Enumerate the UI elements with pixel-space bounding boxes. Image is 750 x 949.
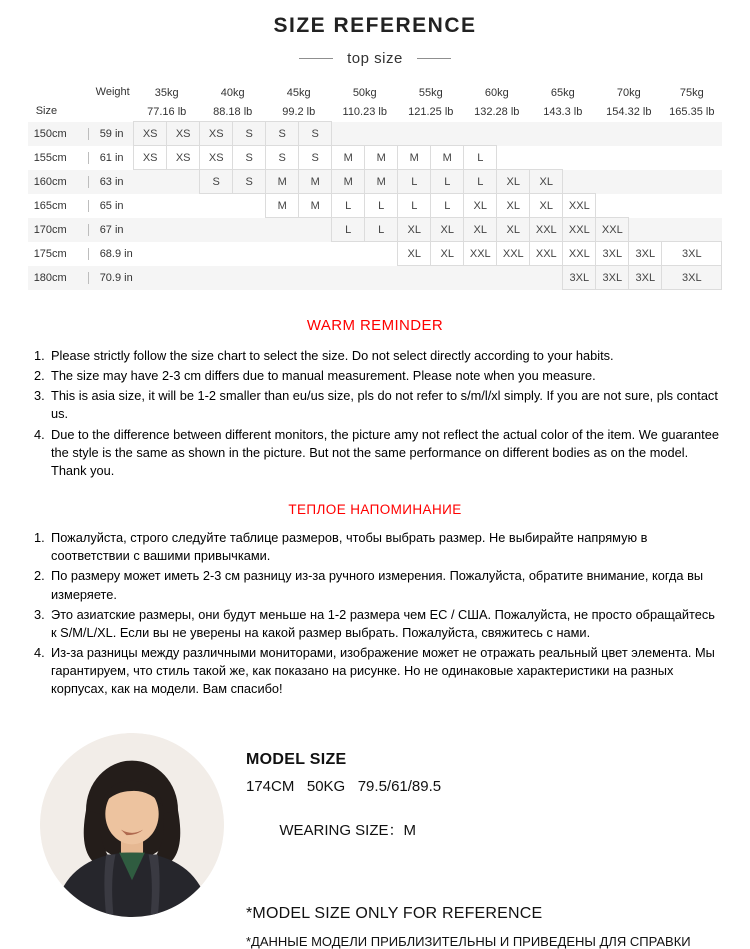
size-value-cell: L xyxy=(332,194,365,218)
size-value-cell: XS xyxy=(167,122,200,146)
size-value-cell: XXL xyxy=(563,194,596,218)
size-value-cell xyxy=(530,122,563,146)
size-value-cell xyxy=(629,146,662,170)
reminder-item: 1. Пожалуйста, строго следуйте таблице размеров, чтобы выбрать размер. Не выбирайте напрямую в соответствии с вашими привычками. xyxy=(34,530,648,564)
reminder-item-number: 4. xyxy=(34,645,45,661)
size-value-cell xyxy=(200,266,233,290)
size-value-cell: L xyxy=(464,170,497,194)
reminder-item: 2. По размеру может иметь 2-3 см разницу из-за ручного измерения. Пожалуйста, обратите внимание, когда вы измеряете. xyxy=(34,568,704,602)
size-value-cell xyxy=(662,194,722,218)
size-value-cell: M xyxy=(332,170,365,194)
russian-reminder-list xyxy=(34,529,724,698)
size-value-cell: XL xyxy=(464,194,497,218)
size-value-cell xyxy=(629,170,662,194)
size-value-cell: S xyxy=(200,170,233,194)
size-value-cell: XS xyxy=(167,146,200,170)
height-cm: 150cm xyxy=(33,127,67,140)
weight-lb-header: 110.23 lb xyxy=(342,105,387,118)
height-cm: 155cm xyxy=(33,151,67,164)
warm-reminder-title: WARM REMINDER xyxy=(306,317,444,334)
weight-lb-header: 99.2 lb xyxy=(282,105,316,118)
size-value-cell xyxy=(431,266,464,290)
height-cm: 165cm xyxy=(33,199,67,212)
size-value-cell xyxy=(266,266,299,290)
height-divider xyxy=(88,128,89,140)
height-cm: 170cm xyxy=(33,223,67,236)
size-value-cell: XXL xyxy=(530,242,563,266)
height-cell xyxy=(28,266,134,290)
page-title: SIZE REFERENCE xyxy=(273,14,477,37)
wearing-size-label: WEARING SIZE： xyxy=(279,821,404,839)
size-value-cell: XXL xyxy=(596,218,629,242)
size-value-cell: S xyxy=(299,146,332,170)
size-value-cell: L xyxy=(431,194,464,218)
size-value-cell: XL xyxy=(530,194,563,218)
size-row xyxy=(28,122,722,146)
height-in: 67 in xyxy=(99,223,124,236)
model-photo xyxy=(40,733,224,917)
size-value-cell: L xyxy=(398,194,431,218)
size-value-cell: XXL xyxy=(464,242,497,266)
size-value-cell xyxy=(266,242,299,266)
weight-label: Weight xyxy=(95,86,130,99)
model-size-heading: MODEL SIZE xyxy=(246,750,347,768)
size-value-cell xyxy=(134,266,167,290)
size-value-cell xyxy=(596,194,629,218)
subtitle-text: top size xyxy=(347,50,403,67)
height-divider xyxy=(88,224,89,236)
size-row xyxy=(28,146,722,170)
size-value-cell: XL xyxy=(398,218,431,242)
size-value-cell: M xyxy=(332,146,365,170)
size-value-cell xyxy=(167,194,200,218)
weight-lb-header: 132.28 lb xyxy=(474,105,520,118)
size-value-cell xyxy=(134,170,167,194)
size-row xyxy=(28,218,722,242)
weight-lb-header: 154.32 lb xyxy=(606,105,652,118)
size-value-cell xyxy=(629,122,662,146)
height-cell xyxy=(28,170,134,194)
size-value-cell: XXL xyxy=(530,218,563,242)
size-value-cell xyxy=(200,218,233,242)
weight-kg-header: 70kg xyxy=(616,86,641,99)
weight-lb-header: 77.16 lb xyxy=(147,105,187,118)
weight-kg-header: 75kg xyxy=(679,86,704,99)
size-value-cell xyxy=(629,218,662,242)
size-value-cell xyxy=(332,242,365,266)
size-value-cell xyxy=(563,122,596,146)
size-value-cell xyxy=(563,170,596,194)
size-value-cell xyxy=(167,242,200,266)
size-row xyxy=(28,242,722,266)
size-value-cell xyxy=(464,266,497,290)
size-value-cell xyxy=(233,218,266,242)
size-value-cell xyxy=(365,266,398,290)
height-divider xyxy=(88,152,89,164)
size-value-cell xyxy=(497,122,530,146)
height-in: 59 in xyxy=(99,127,124,140)
reminder-item-number: 3. xyxy=(34,606,45,622)
height-in: 63 in xyxy=(99,175,124,188)
height-cm: 175cm xyxy=(33,247,67,260)
size-value-cell xyxy=(332,122,365,146)
size-value-cell: XL xyxy=(431,242,464,266)
model-portrait-illustration xyxy=(40,733,224,917)
size-value-cell: S xyxy=(233,146,266,170)
warm-reminder-list xyxy=(34,347,724,480)
weight-header-row xyxy=(28,83,722,102)
height-divider xyxy=(88,176,89,188)
size-value-cell xyxy=(233,242,266,266)
size-value-cell xyxy=(662,218,722,242)
size-value-cell: 3XL xyxy=(596,242,629,266)
size-value-cell: M xyxy=(299,170,332,194)
size-value-cell: M xyxy=(365,170,398,194)
size-value-cell xyxy=(596,122,629,146)
height-cell xyxy=(28,146,134,170)
size-value-cell: 3XL xyxy=(629,266,662,290)
height-divider xyxy=(88,248,89,260)
size-value-cell xyxy=(464,122,497,146)
size-value-cell: S xyxy=(233,170,266,194)
size-value-cell xyxy=(200,242,233,266)
size-value-cell: S xyxy=(299,122,332,146)
size-value-cell xyxy=(530,146,563,170)
size-value-cell xyxy=(530,266,563,290)
size-value-cell: M xyxy=(266,194,299,218)
size-value-cell: XL xyxy=(431,218,464,242)
size-value-cell xyxy=(299,266,332,290)
size-value-cell xyxy=(200,194,233,218)
weight-kg-header: 55kg xyxy=(418,86,443,99)
size-value-cell: 3XL xyxy=(629,242,662,266)
size-value-cell: S xyxy=(233,122,266,146)
size-value-cell: XL xyxy=(398,242,431,266)
size-value-cell: L xyxy=(431,170,464,194)
footnote-en: *MODEL SIZE ONLY FOR REFERENCE xyxy=(246,904,543,922)
size-value-cell: M xyxy=(266,170,299,194)
size-value-cell xyxy=(233,266,266,290)
size-value-cell: XL xyxy=(497,218,530,242)
size-value-cell xyxy=(233,194,266,218)
weight-kg-header: 50kg xyxy=(352,86,377,99)
size-value-cell: M xyxy=(398,146,431,170)
size-value-cell xyxy=(365,242,398,266)
reminder-item-number: 2. xyxy=(34,568,45,584)
size-value-cell: XL xyxy=(497,170,530,194)
height-cell xyxy=(28,218,134,242)
weight-kg-header: 60kg xyxy=(484,86,509,99)
size-label: Size xyxy=(35,105,58,118)
weight-lb-header: 143.3 lb xyxy=(543,105,583,118)
subtitle xyxy=(0,50,750,67)
size-value-cell xyxy=(266,218,299,242)
height-divider xyxy=(88,272,89,284)
size-value-cell xyxy=(167,266,200,290)
subtitle-dash-right xyxy=(417,58,451,59)
reminder-item-number: 1. xyxy=(34,348,45,363)
reminder-item-number: 1. xyxy=(34,530,45,546)
height-in: 61 in xyxy=(99,151,124,164)
size-value-cell xyxy=(398,122,431,146)
size-value-cell xyxy=(497,146,530,170)
size-value-cell xyxy=(497,266,530,290)
weight-kg-header: 40kg xyxy=(220,86,245,99)
height-cell xyxy=(28,194,134,218)
wearing-size-value: M xyxy=(403,821,417,839)
reminder-item: 1. Please strictly follow the size chart to select the size. Do not select directly according to your habits. xyxy=(34,347,724,365)
size-value-cell xyxy=(662,170,722,194)
size-value-cell: XS xyxy=(134,122,167,146)
height-cm: 180cm xyxy=(33,271,67,284)
height-cell xyxy=(28,242,134,266)
reminder-item: 3. This is asia size, it will be 1-2 smaller than eu/us size, pls do not refer to s/m/l/xl simply. If you are not sure, pls contact us. xyxy=(34,388,718,422)
size-value-cell xyxy=(134,242,167,266)
table-corner-cell xyxy=(28,83,134,122)
size-value-cell: XXL xyxy=(563,242,596,266)
size-value-cell xyxy=(167,170,200,194)
size-value-cell: 3XL xyxy=(563,266,596,290)
reminder-item: 2. The size may have 2-3 cm differs due to manual measurement. Please note when you measure. xyxy=(34,367,724,385)
height-divider xyxy=(88,200,89,212)
size-value-cell: XS xyxy=(200,122,233,146)
size-table xyxy=(28,83,723,290)
reminder-item-number: 4. xyxy=(34,426,45,442)
model-wearing-size xyxy=(246,802,691,857)
height-cm: 160cm xyxy=(33,175,67,188)
size-value-cell xyxy=(299,218,332,242)
size-value-cell xyxy=(332,266,365,290)
size-row xyxy=(28,266,722,290)
size-value-cell: L xyxy=(464,146,497,170)
weight-lb-header: 121.25 lb xyxy=(408,105,454,118)
size-value-cell xyxy=(662,122,722,146)
size-value-cell xyxy=(563,146,596,170)
model-info xyxy=(246,733,691,949)
reminder-item: 3. Это азиатские размеры, они будут меньше на 1-2 размера чем ЕС / США. Пожалуйста, не просто обращайтесь к S/M/L/XL. Если вы не уверены на какой размер выбрать. Пожалуйста, свяжитесь с нами. xyxy=(34,606,715,640)
size-value-cell: 3XL xyxy=(662,242,722,266)
size-value-cell xyxy=(134,218,167,242)
model-measurements: 174CM 50KG 79.5/61/89.5 xyxy=(246,777,442,795)
size-value-cell: XXL xyxy=(497,242,530,266)
size-value-cell: L xyxy=(398,170,431,194)
size-value-cell: S xyxy=(266,122,299,146)
size-value-cell xyxy=(167,218,200,242)
size-value-cell: M xyxy=(431,146,464,170)
size-value-cell: L xyxy=(365,218,398,242)
weight-kg-header: 65kg xyxy=(550,86,575,99)
weight-kg-header: 35kg xyxy=(154,86,179,99)
size-value-cell xyxy=(365,122,398,146)
height-in: 68.9 in xyxy=(99,247,133,260)
size-value-cell xyxy=(596,146,629,170)
size-value-cell: L xyxy=(332,218,365,242)
size-value-cell xyxy=(134,194,167,218)
size-value-cell xyxy=(629,194,662,218)
size-value-cell: XXL xyxy=(563,218,596,242)
size-value-cell: XS xyxy=(134,146,167,170)
footnote-ru: *ДАННЫЕ МОДЕЛИ ПРИБЛИЗИТЕЛЬНЫ И ПРИВЕДЕНЫ ДЛЯ СПРАВКИ xyxy=(246,933,691,949)
size-value-cell xyxy=(662,146,722,170)
size-value-cell: XL xyxy=(464,218,497,242)
size-value-cell: M xyxy=(365,146,398,170)
reminder-item-number: 2. xyxy=(34,368,45,384)
height-cell xyxy=(28,122,134,146)
model-section xyxy=(40,733,750,949)
subtitle-dash-left xyxy=(299,58,333,59)
weight-lb-header: 165.35 lb xyxy=(669,105,715,118)
size-value-cell: M xyxy=(299,194,332,218)
size-value-cell xyxy=(596,170,629,194)
size-row xyxy=(28,170,722,194)
size-value-cell: 3XL xyxy=(596,266,629,290)
height-in: 65 in xyxy=(99,199,124,212)
size-value-cell: XL xyxy=(530,170,563,194)
size-value-cell: XS xyxy=(200,146,233,170)
weight-kg-header: 45kg xyxy=(286,86,311,99)
weight-lb-header: 88.18 lb xyxy=(213,105,253,118)
size-value-cell: 3XL xyxy=(662,266,722,290)
height-in: 70.9 in xyxy=(99,271,133,284)
russian-reminder-title: ТЕПЛОЕ НАПОМИНАНИЕ xyxy=(288,502,462,518)
size-value-cell: L xyxy=(365,194,398,218)
size-value-cell: XL xyxy=(497,194,530,218)
size-row xyxy=(28,194,722,218)
size-value-cell: S xyxy=(266,146,299,170)
reminder-item-number: 3. xyxy=(34,388,45,404)
reminder-item: 4. Из-за разницы между различными мониторами, изображение может не отражать реальный цвет элемента. Мы гарантируем, что стиль такой же, как показано на рисунке. Но не одинаковые характеристики на разных корпусах, как на модели. Вам спасибо! xyxy=(34,645,715,697)
reminder-item: 4. Due to the difference between different monitors, the picture amy not reflect the actual color of the item. We guarantee the style is the same as shown in the picture. But not the same performance on different bodies as on the model. Thank you. xyxy=(34,426,719,478)
size-value-cell xyxy=(299,242,332,266)
size-value-cell xyxy=(398,266,431,290)
size-value-cell xyxy=(431,122,464,146)
